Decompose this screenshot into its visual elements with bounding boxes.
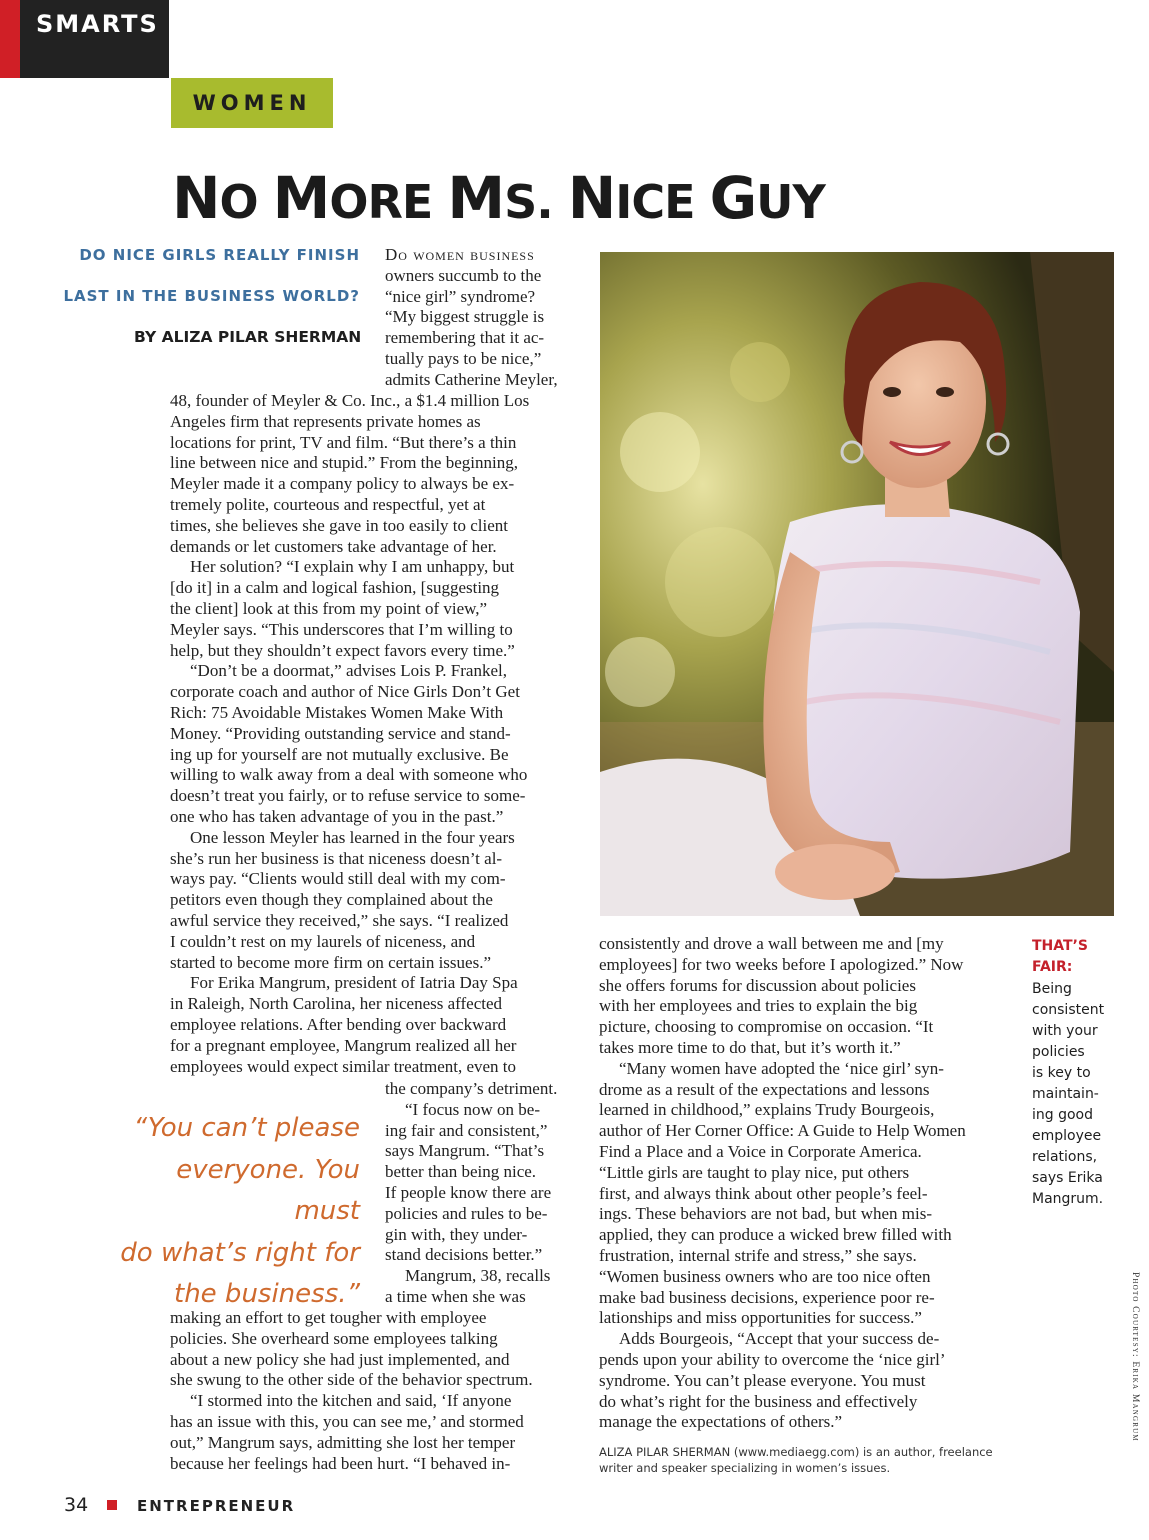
text-line: consistently and drove a wall between me and [my bbox=[599, 934, 944, 953]
text-line: she swung to the other side of the behavior spectrum. bbox=[170, 1370, 533, 1390]
bio-line: ALIZA PILAR SHERMAN (www.mediaegg.com) is an author, freelance bbox=[599, 1445, 993, 1459]
text-line: picture, choosing to compromise on occasion. “It bbox=[599, 1017, 934, 1037]
text-line: ing up for yourself are not mutually exclusive. Be bbox=[170, 744, 509, 764]
text-line: Meyler made it a company policy to always be ex- bbox=[170, 474, 515, 494]
text-line: better than being nice. bbox=[385, 1162, 537, 1182]
portrait-illustration bbox=[600, 252, 1114, 916]
text-line: because her feelings had been hurt. “I behaved in- bbox=[170, 1453, 511, 1473]
text-line: Find a Place and a Voice in Corporate America. bbox=[599, 1141, 922, 1161]
text-line: petitors even though they complained about the bbox=[170, 890, 493, 910]
article-column bbox=[385, 1079, 575, 1308]
text-line: For Erika Mangrum, president of Iatria Day Spa bbox=[190, 973, 518, 993]
caption-line: with your bbox=[1032, 1023, 1098, 1039]
text-line: gin with, they under- bbox=[385, 1224, 528, 1244]
text-line: the client] look at this from my point of view,” bbox=[170, 598, 488, 618]
deck-line: LAST IN THE BUSINESS WORLD? bbox=[63, 287, 360, 305]
pull-quote-line: “You can’t please bbox=[133, 1113, 360, 1143]
page-number: 34 bbox=[64, 1494, 89, 1516]
text-line: doesn’t treat you fairly, or to refuse service to some- bbox=[170, 786, 526, 806]
text-line: takes more time to do that, but it’s worth it.” bbox=[599, 1037, 901, 1057]
caption-line: maintain- bbox=[1032, 1086, 1099, 1102]
text-line: remembering that it ac- bbox=[385, 328, 545, 348]
text-line: willing to walk away from a deal with someone who bbox=[170, 765, 528, 785]
text-line: 48, founder of Meyler & Co. Inc., a $1.4 million Los bbox=[170, 391, 530, 410]
text-line: Her solution? “I explain why I am unhappy, but bbox=[190, 557, 515, 577]
photo-credit-text: Photo Courtesy: Erika Mangrum bbox=[1130, 1272, 1140, 1442]
text-line: says Mangrum. “That’s bbox=[385, 1141, 545, 1161]
caption-line: says Erika bbox=[1032, 1170, 1103, 1186]
text-line: Angeles firm that represents private homes as bbox=[170, 411, 481, 431]
caption-line: Mangrum. bbox=[1032, 1191, 1104, 1207]
text-line: about a new policy she had just implemented, and bbox=[170, 1349, 510, 1369]
portrait-photo bbox=[600, 252, 1114, 916]
text-line: locations for print, TV and film. “But there’s a thin bbox=[170, 432, 517, 452]
text-line: Adds Bourgeois, “Accept that your success de- bbox=[619, 1329, 940, 1349]
text-line: “nice girl” syndrome? bbox=[385, 286, 536, 306]
text-line: author of Her Corner Office: A Guide to Help Women bbox=[599, 1121, 966, 1141]
pull-quote bbox=[112, 1108, 360, 1316]
caption-line: ing good bbox=[1032, 1107, 1094, 1123]
text-line: one who has taken advantage of you in the past.” bbox=[170, 806, 504, 826]
text-line: she offers forums for discussion about policies bbox=[599, 975, 916, 995]
text-line: do what’s right for the business and effectively bbox=[599, 1391, 918, 1411]
text-line: lationships and miss opportunities for success.” bbox=[599, 1308, 922, 1328]
text-line: a time when she was bbox=[385, 1286, 526, 1306]
article-column bbox=[599, 934, 1006, 1433]
text-line: times, she believes she gave in too easily to client bbox=[170, 515, 509, 535]
deck-line: DO NICE GIRLS REALLY FINISH bbox=[79, 246, 360, 264]
text-line: make bad business decisions, experience poor re- bbox=[599, 1287, 935, 1307]
text-line: ings. These behaviors are not bad, but when mis- bbox=[599, 1204, 933, 1224]
magazine-name: ENTREPRENEUR bbox=[137, 1497, 296, 1515]
caption-line: Being bbox=[1032, 981, 1072, 997]
text-line: employees would expect similar treatment, even to bbox=[170, 1056, 517, 1076]
text-line: she’s run her business is that niceness doesn’t al- bbox=[170, 848, 503, 868]
text-line: “I stormed into the kitchen and said, ‘If anyone bbox=[190, 1391, 512, 1411]
pull-quote-line: everyone. You must bbox=[176, 1154, 360, 1226]
text-line: Do women business bbox=[385, 245, 535, 264]
text-line: policies. She overheard some employees talking bbox=[170, 1328, 498, 1348]
caption-line: employee bbox=[1032, 1128, 1102, 1144]
text-line: Money. “Providing outstanding service and stand- bbox=[170, 723, 511, 743]
text-line: policies and rules to be- bbox=[385, 1203, 548, 1223]
article-column bbox=[385, 245, 575, 391]
article-column bbox=[170, 391, 575, 1077]
text-line: the company’s detriment. bbox=[385, 1079, 558, 1098]
footer-square-icon bbox=[107, 1500, 117, 1510]
text-line: I couldn’t rest on my laurels of niceness, and bbox=[170, 931, 476, 951]
text-line: ing fair and consistent,” bbox=[385, 1120, 548, 1140]
text-line: owners succumb to the bbox=[385, 265, 542, 285]
caption-line: is key to bbox=[1032, 1065, 1091, 1081]
text-line: employees] for two weeks before I apologized.” Now bbox=[599, 954, 964, 974]
text-line: stand decisions better.” bbox=[385, 1245, 543, 1265]
text-line: learned in childhood,” explains Trudy Bourgeois, bbox=[599, 1100, 935, 1120]
text-line: [do it] in a calm and logical fashion, [suggesting bbox=[170, 578, 500, 598]
text-line: for a pregnant employee, Mangrum realized all her bbox=[170, 1035, 517, 1055]
text-line: One lesson Meyler has learned in the four years bbox=[190, 827, 515, 847]
category-label: WOMEN bbox=[171, 78, 333, 128]
bio-line: writer and speaker specializing in women’s issues. bbox=[599, 1461, 891, 1475]
text-line: ways pay. “Clients would still deal with my com- bbox=[170, 869, 506, 889]
caption-heading-line: FAIR: bbox=[1032, 959, 1073, 975]
article-column bbox=[170, 1308, 575, 1474]
author-bio bbox=[599, 1444, 1019, 1476]
caption-heading bbox=[1032, 936, 1132, 978]
text-line: first, and always think about other people’s feel- bbox=[599, 1183, 928, 1203]
text-line: help, but they shouldn’t expect favors every time.” bbox=[170, 640, 515, 660]
text-line: syndrome. You can’t please everyone. You must bbox=[599, 1370, 926, 1390]
text-line: drome as a result of the expectations and lessons bbox=[599, 1079, 930, 1099]
text-line: employee relations. After bending over backward bbox=[170, 1014, 507, 1034]
text-line: tremely polite, courteous and respectful, yet at bbox=[170, 494, 486, 514]
text-line: out,” Mangrum says, admitting she lost her temper bbox=[170, 1432, 516, 1452]
text-line: “Don’t be a doormat,” advises Lois P. Frankel, bbox=[190, 661, 507, 681]
text-line: Rich: 75 Avoidable Mistakes Women Make With bbox=[170, 702, 504, 722]
text-line: line between nice and stupid.” From the beginning, bbox=[170, 453, 518, 473]
text-line: “Many women have adopted the ‘nice girl’ syn- bbox=[619, 1058, 944, 1078]
text-line: “My biggest struggle is bbox=[385, 307, 545, 327]
text-line: “I focus now on be- bbox=[405, 1099, 541, 1119]
caption-line: policies bbox=[1032, 1044, 1085, 1060]
pull-quote-line: do what’s right for bbox=[120, 1237, 360, 1268]
caption-line: consistent bbox=[1032, 1002, 1105, 1018]
page-title: NO MORE MS. NICE GUY bbox=[172, 164, 825, 232]
caption-heading-line: THAT’S bbox=[1032, 938, 1088, 954]
text-line: pends upon your ability to overcome the ‘nice girl’ bbox=[599, 1349, 946, 1369]
text-line: in Raleigh, North Carolina, her niceness affected bbox=[170, 994, 503, 1014]
caption-text bbox=[1032, 979, 1127, 1210]
text-line: manage the expectations of others.” bbox=[599, 1412, 843, 1432]
section-color-tab bbox=[0, 0, 20, 78]
text-line: demands or let customers take advantage of her. bbox=[170, 536, 497, 556]
photo-credit bbox=[1130, 1272, 1142, 1472]
text-line: tually pays to be nice,” bbox=[385, 348, 542, 368]
text-line: has an issue with this, you can see me,’ and stormed bbox=[170, 1411, 524, 1431]
pull-quote-line: the business.” bbox=[174, 1279, 360, 1309]
text-line: with her employees and tries to explain the big bbox=[599, 996, 918, 1016]
text-line: frustration, internal strife and stress,” she says. bbox=[599, 1245, 917, 1265]
caption-line: relations, bbox=[1032, 1149, 1098, 1165]
text-line: “Women business owners who are too nice often bbox=[599, 1266, 931, 1286]
text-line: started to become more firm on certain issues.” bbox=[170, 952, 491, 972]
text-line: admits Catherine Meyler, bbox=[385, 369, 558, 389]
section-label: SMARTS bbox=[20, 0, 169, 78]
text-line: Mangrum, 38, recalls bbox=[405, 1266, 551, 1286]
text-line: making an effort to get tougher with employee bbox=[170, 1308, 487, 1327]
text-line: If people know there are bbox=[385, 1182, 552, 1202]
text-line: applied, they can produce a wicked brew filled with bbox=[599, 1225, 952, 1245]
byline: BY ALIZA PILAR SHERMAN bbox=[134, 328, 362, 346]
text-line: “Little girls are taught to play nice, put others bbox=[599, 1162, 910, 1182]
text-line: Meyler says. “This underscores that I’m willing to bbox=[170, 619, 513, 639]
text-line: corporate coach and author of Nice Girls Don’t Get bbox=[170, 682, 520, 702]
text-line: awful service they received,” she says. “I realized bbox=[170, 910, 509, 930]
